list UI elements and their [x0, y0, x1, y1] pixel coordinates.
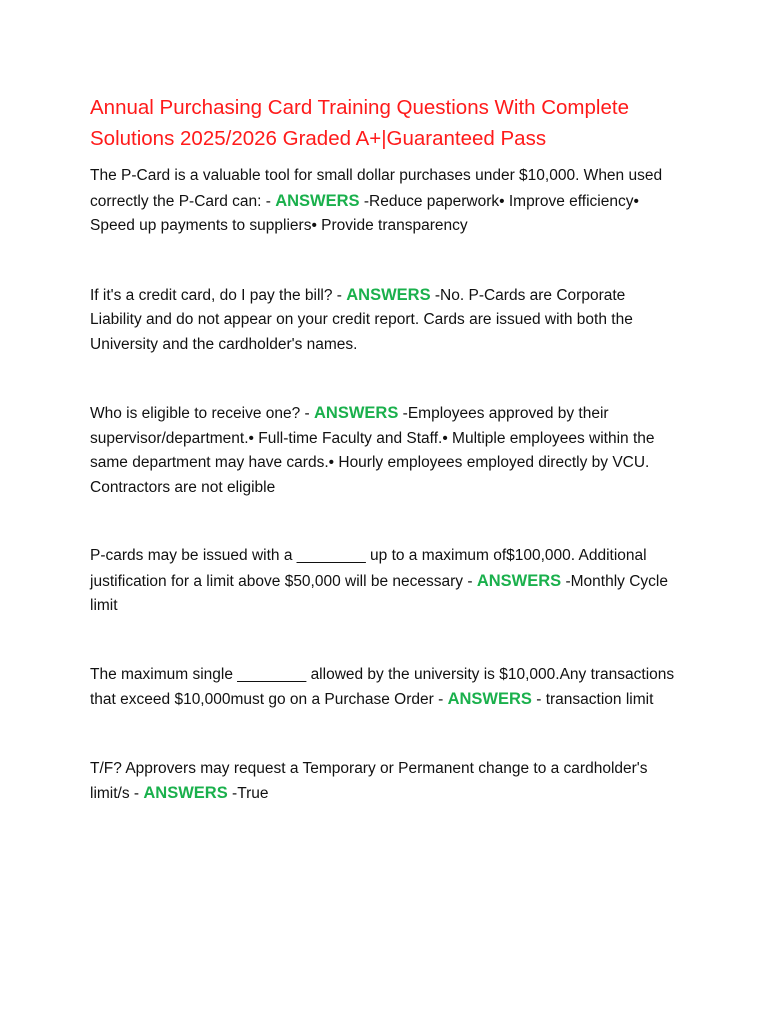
qa-item [90, 164, 680, 239]
question-text: If it's a credit card, do I pay the bill? - [90, 286, 347, 304]
question-text: P-cards may be issued with a ________ up to a maximum of$100,000. Additional justification for a limit above $50,000 will be necessary - [90, 547, 647, 590]
answers-marker: ANSWERS [476, 571, 562, 590]
question-text: Who is eligible to receive one? - [90, 405, 315, 422]
question-text: T/F? Approvers may request a Temporary or Permanent change to a cardholder's limit/s - [90, 759, 648, 802]
answers-marker: ANSWERS [314, 404, 399, 422]
answer-text: -No. P-Cards are Corporate Liability and do not appear on your credit report. Cards are issued with both the University and the cardholder's names. [90, 286, 633, 353]
qa-item [90, 757, 680, 807]
answers-marker: ANSWERS [275, 191, 360, 210]
question-text: The P-Card is a valuable tool for small dollar purchases under $10,000. When used correctly the P-Card can: - [90, 167, 663, 210]
qa-item [90, 663, 680, 713]
answer-text: -True [227, 785, 269, 802]
answer-text: -Monthly Cycle limit [90, 572, 668, 614]
answer-text: -Reduce paperwork• Improve efficiency• Speed up payments to suppliers• Provide transparency [90, 192, 639, 234]
answers-marker: ANSWERS [143, 784, 228, 802]
qa-item [90, 544, 680, 619]
qa-item [90, 283, 680, 358]
answers-marker: ANSWERS [346, 285, 431, 304]
answer-text: -Employees approved by their supervisor/department.• Full-time Faculty and Staff.• Multiple employees within the same department may have cards.• Hourly employees employed directly by VCU. Contractors are not eligible [90, 405, 655, 496]
qa-item [90, 401, 680, 500]
question-text: The maximum single ________ allowed by the university is $10,000.Any transactions that exceed $10,000must go on a Purchase Order - [90, 665, 675, 708]
document-title: Annual Purchasing Card Training Questions With Complete Solutions 2025/2026 Graded A+|Guaranteed Pass [90, 96, 629, 150]
document-page [90, 92, 680, 807]
answers-marker: ANSWERS [447, 690, 532, 708]
answer-text: - transaction limit [531, 691, 654, 708]
